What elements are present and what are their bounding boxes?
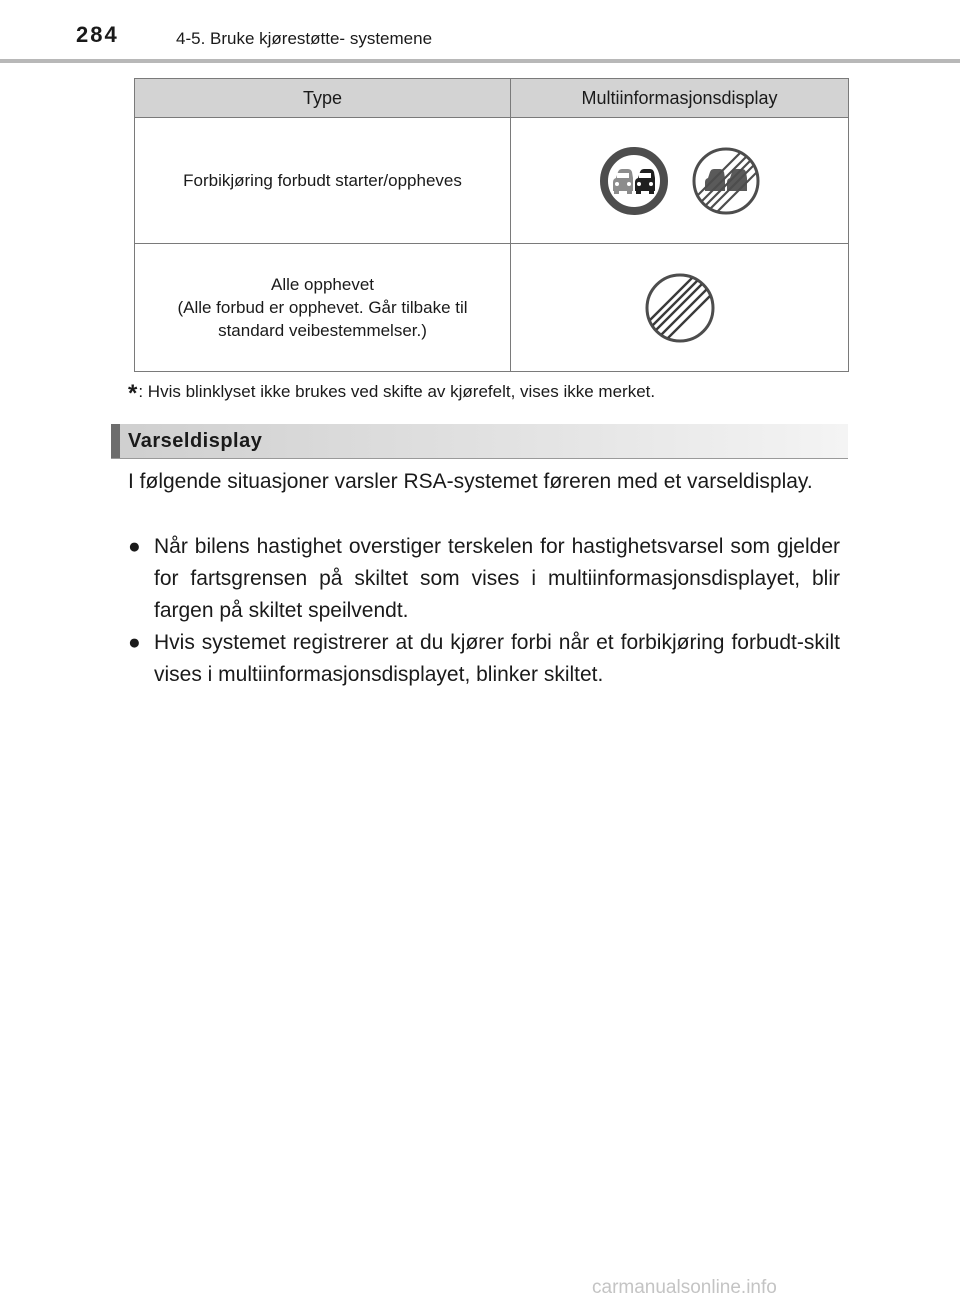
footnote-marker: * (128, 380, 138, 407)
table-header-row (135, 79, 849, 118)
header-divider (0, 59, 960, 63)
list-item (128, 627, 840, 691)
type-text: Forbikjøring forbudt starter/oppheves (183, 171, 462, 190)
heading-underline (111, 458, 848, 459)
bullet-text: Når bilens hastighet overstiger terskelen for hastighetsvarsel som gjelder for fartsgrensen på skiltet som vises i multiinformasjonsdisplayet, blir fargen på skiltet speilvendt. (154, 535, 840, 622)
end-of-no-overtaking-sign-icon (691, 146, 761, 216)
warning-section-heading (111, 424, 848, 458)
heading-accent-bar (111, 424, 120, 458)
page-number: 284 (76, 22, 119, 47)
end-of-all-restrictions-sign-icon (644, 272, 716, 344)
page-header (0, 0, 960, 64)
list-item (128, 531, 840, 627)
table-row (135, 118, 849, 244)
type-cell (135, 244, 511, 372)
column-header-display: Multiinformasjonsdisplay (511, 79, 849, 118)
type-text-line: standard veibestemmelser.) (218, 321, 427, 340)
footnote (128, 380, 655, 408)
bullet-text: Hvis systemet registrerer at du kjører forbi når et forbikjøring forbudt-skilt vises i multiinformasjonsdisplayet, blinker skiltet. (154, 631, 840, 686)
watermark: carmanualsonline.info (592, 1277, 777, 1298)
display-cell (511, 244, 849, 372)
display-cell (511, 118, 849, 244)
type-text-line: Alle opphevet (270, 275, 375, 294)
table-row (135, 244, 849, 372)
footnote-text: : Hvis blinklyset ikke brukes ved skifte av kjørefelt, vises ikke merket. (138, 382, 656, 401)
sign-table (134, 78, 849, 372)
heading-label: Varseldisplay (128, 430, 263, 452)
bullet-icon: ● (128, 631, 141, 654)
column-header-type: Type (135, 79, 511, 118)
bullet-icon: ● (128, 535, 141, 558)
intro-paragraph: I følgende situasjoner varsler RSA-systemet føreren med et varseldisplay. (128, 470, 813, 493)
type-text-line: (Alle forbud er opphevet. Går tilbake til (177, 298, 468, 317)
type-cell (135, 118, 511, 244)
section-title: 4-5. Bruke kjørestøtte- systemene (176, 29, 433, 48)
no-overtaking-sign-icon (599, 146, 669, 216)
